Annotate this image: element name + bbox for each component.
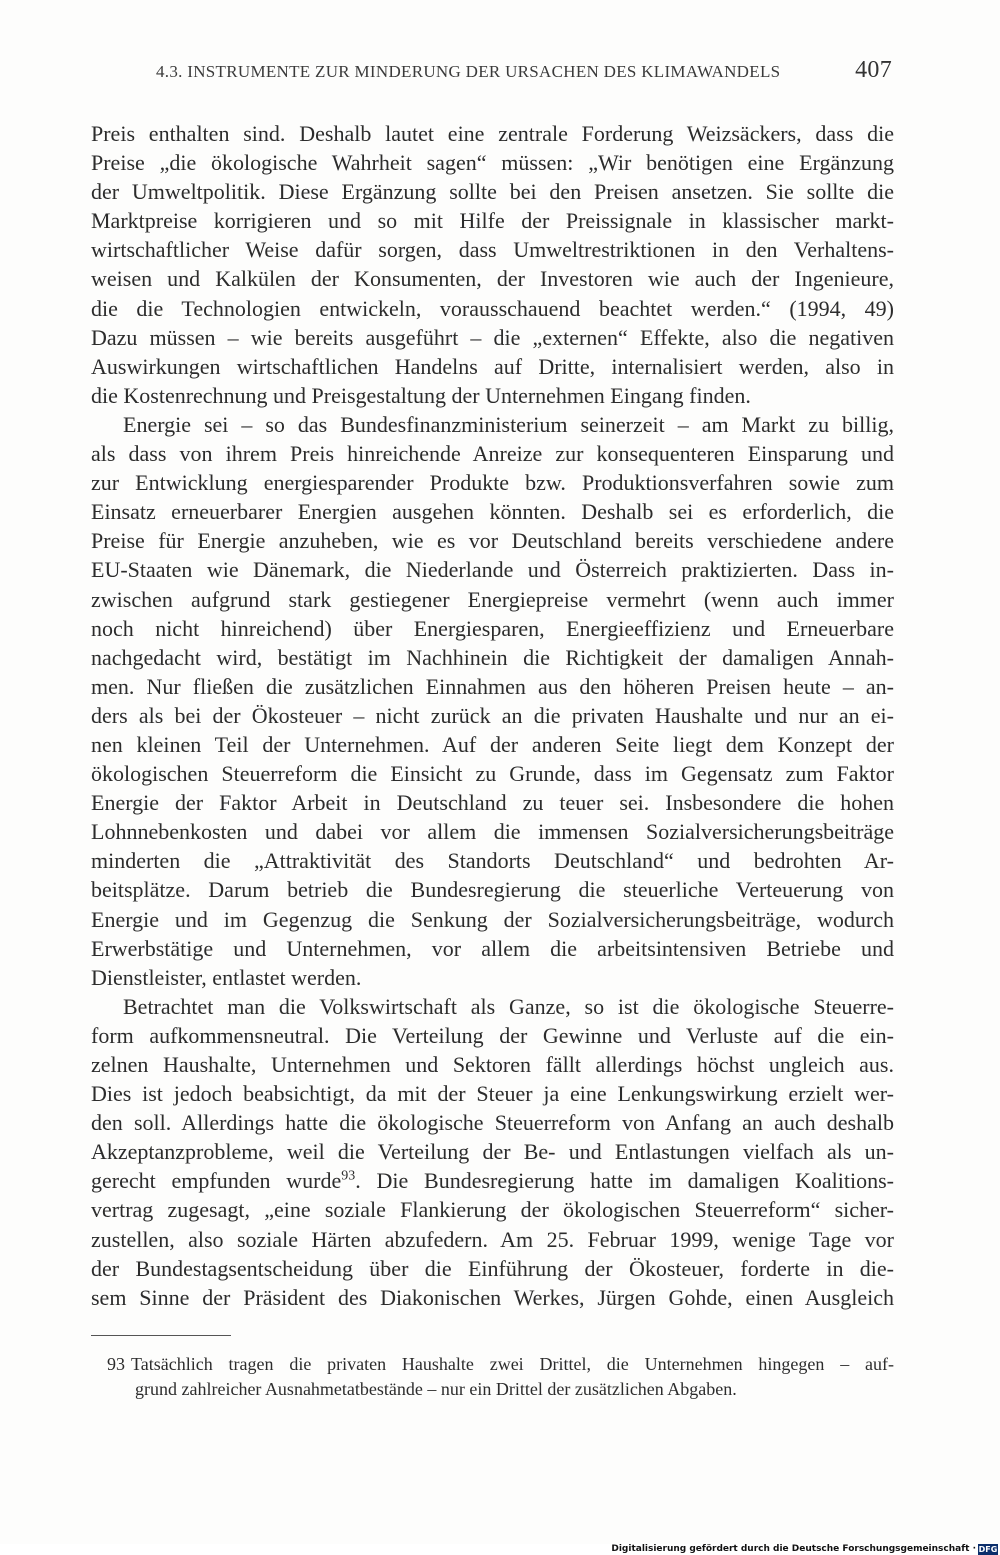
text-line: zustellen, also soziale Härten abzufedern. Am 25. Februar 1999, wenige Tage vor bbox=[91, 1226, 894, 1252]
body-text bbox=[91, 119, 894, 1312]
page-number: 407 bbox=[855, 57, 892, 83]
running-title: 4.3. INSTRUMENTE ZUR MINDERUNG DER URSACHEN DES KLIMAWANDELS bbox=[156, 62, 781, 81]
text-line: Preis enthalten sind. Deshalb lautet eine zentrale Forderung Weizsäckers, dass die bbox=[91, 121, 894, 146]
footnotes bbox=[107, 1352, 894, 1402]
text-line: vertrag zugesagt, „eine soziale Flankierung der ökologischen Steuerreform“ sicher- bbox=[91, 1197, 894, 1223]
footnote-line: grund zahlreicher Ausnahmetatbestände – nur ein Drittel der zusätzlichen Abgaben. bbox=[135, 1379, 737, 1399]
text-line: Dienstleister, entlastet werden. bbox=[91, 964, 362, 990]
text-line: die Kostenrechnung und Preisgestaltung der Unternehmen Eingang finden. bbox=[91, 382, 751, 408]
text-line: form aufkommensneutral. Die Verteilung der Gewinne und Verluste auf die ein- bbox=[91, 1022, 894, 1048]
text-line: sem Sinne der Präsident des Diakonischen Werkes, Jürgen Gohde, einen Ausgleich bbox=[91, 1284, 894, 1310]
footnote-number: 93 bbox=[107, 1354, 125, 1374]
footnote-divider bbox=[91, 1335, 231, 1336]
text-line: men. Nur fließen die zusätzlichen Einnahmen aus den höheren Preisen heute – an- bbox=[91, 673, 894, 699]
text-line-with-footnote-ref bbox=[91, 1166, 894, 1195]
text-line: Dazu müssen – wie bereits ausgeführt – die „externen“ Effekte, also die negativen bbox=[91, 324, 894, 350]
digitization-banner bbox=[0, 1544, 1000, 1555]
text-line: EU-Staaten wie Dänemark, die Niederlande und Österreich praktizierten. Dass in- bbox=[91, 557, 894, 583]
text-line: wirtschaftlicher Weise dafür sorgen, dass Umweltrestriktionen in den Verhaltens- bbox=[91, 237, 894, 263]
text-line: beitsplätze. Darum betrieb die Bundesregierung die steuerliche Verteuerung von bbox=[91, 877, 894, 903]
text-line: Dies ist jedoch beabsichtigt, da mit der Steuer ja eine Lenkungswirkung erzielt wer- bbox=[91, 1081, 894, 1107]
text-line: ökologischen Steuerreform die Einsicht zu Grunde, dass im Gegensatz zum Faktor bbox=[91, 761, 894, 787]
text-line: zelnen Haushalte, Unternehmen und Sektoren fällt allerdings höchst ungleich aus. bbox=[91, 1052, 894, 1077]
text-line: Energie der Faktor Arbeit in Deutschland zu teuer sei. Insbesondere die hohen bbox=[91, 790, 894, 816]
text-line: weisen und Kalkülen der Konsumenten, der Investoren wie auch der Ingenieure, bbox=[91, 266, 894, 292]
text-line: noch nicht hinreichend) über Energiesparen, Energieeffizienz und Erneuerbare bbox=[91, 615, 894, 641]
text-line: ders als bei der Ökosteuer – nicht zurück an die privaten Haushalte und nur an ei- bbox=[91, 702, 894, 728]
text-line: Preise für Energie anzuheben, wie es vor Deutschland bereits verschiedene andere bbox=[91, 528, 894, 554]
text-line: der Bundestagsentscheidung über die Einführung der Ökosteuer, forderte in die- bbox=[91, 1255, 894, 1281]
text-line: Betrachtet man die Volkswirtschaft als Ganze, so ist die ökologische Steuerre- bbox=[123, 993, 894, 1019]
text-line: zwischen aufgrund stark gestiegener Energiepreise vermehrt (wenn auch immer bbox=[91, 586, 894, 612]
text-line: Lohnnebenkosten und dabei vor allem die immensen Sozialversicherungsbeiträge bbox=[91, 819, 894, 845]
text-line: Einsatz erneuerbarer Energien ausgehen könnten. Deshalb sei es erforderlich, die bbox=[91, 499, 894, 525]
digitization-credit: Digitalisierung gefördert durch die Deutsche Forschungsgemeinschaft · bbox=[611, 1544, 976, 1554]
text-line: Preise „die ökologische Wahrheit sagen“ müssen: „Wir benötigen eine Ergänzung bbox=[91, 150, 894, 176]
text-line: nen kleinen Teil der Unternehmen. Auf der anderen Seite liegt dem Konzept der bbox=[91, 731, 894, 757]
text-line: Energie sei – so das Bundesfinanzministerium seinerzeit – am Markt zu billig, bbox=[123, 411, 894, 437]
footnote-line bbox=[107, 1352, 894, 1377]
text-line: Erwerbstätige und Unternehmen, vor allem die arbeitsintensiven Betriebe und bbox=[91, 935, 894, 961]
text-fragment: gerecht empfunden wurde bbox=[91, 1168, 342, 1194]
text-line: als dass von ihrem Preis hinreichende Anreize zur konsequenteren Einsparung und bbox=[91, 441, 894, 467]
text-line: Energie und im Gegenzug die Senkung der Sozialversicherungsbeiträge, wodurch bbox=[91, 906, 894, 932]
text-line: Akzeptanzprobleme, weil die Verteilung der Be- und Entlastungen vielfach als un- bbox=[91, 1139, 894, 1165]
text-fragment: . Die Bundesregierung hatte im damaligen Koalitions- bbox=[355, 1168, 894, 1194]
text-line: nachgedacht wird, bestätigt im Nachhinein die Richtigkeit der damaligen Annah- bbox=[91, 644, 894, 670]
text-line: der Umweltpolitik. Diese Ergänzung sollte bei den Preisen ansetzen. Sie sollte die bbox=[91, 179, 894, 205]
text-line: minderten die „Attraktivität des Standorts Deutschland“ und bedrohten Ar- bbox=[91, 848, 894, 874]
text-line: Marktpreise korrigieren und so mit Hilfe der Preissignale in klassischer markt- bbox=[91, 208, 894, 234]
text-line: zur Entwicklung energiesparender Produkte bzw. Produktionsverfahren sowie zum bbox=[91, 470, 894, 496]
footnote-reference[interactable]: 93 bbox=[341, 1169, 356, 1185]
text-line: die die Technologien entwickeln, vorausschauend beachtet werden.“ (1994, 49) bbox=[91, 295, 894, 321]
text-line: Auswirkungen wirtschaftlichen Handelns auf Dritte, internalisiert werden, also in bbox=[91, 353, 894, 379]
text-line: den soll. Allerdings hatte die ökologische Steuerreform von Anfang an auch deshalb bbox=[91, 1110, 894, 1136]
dfg-logo-icon: DFG bbox=[978, 1545, 998, 1554]
footnote-text: Tatsächlich tragen die privaten Haushalte zwei Drittel, die Unternehmen hingegen – auf- bbox=[131, 1354, 894, 1374]
